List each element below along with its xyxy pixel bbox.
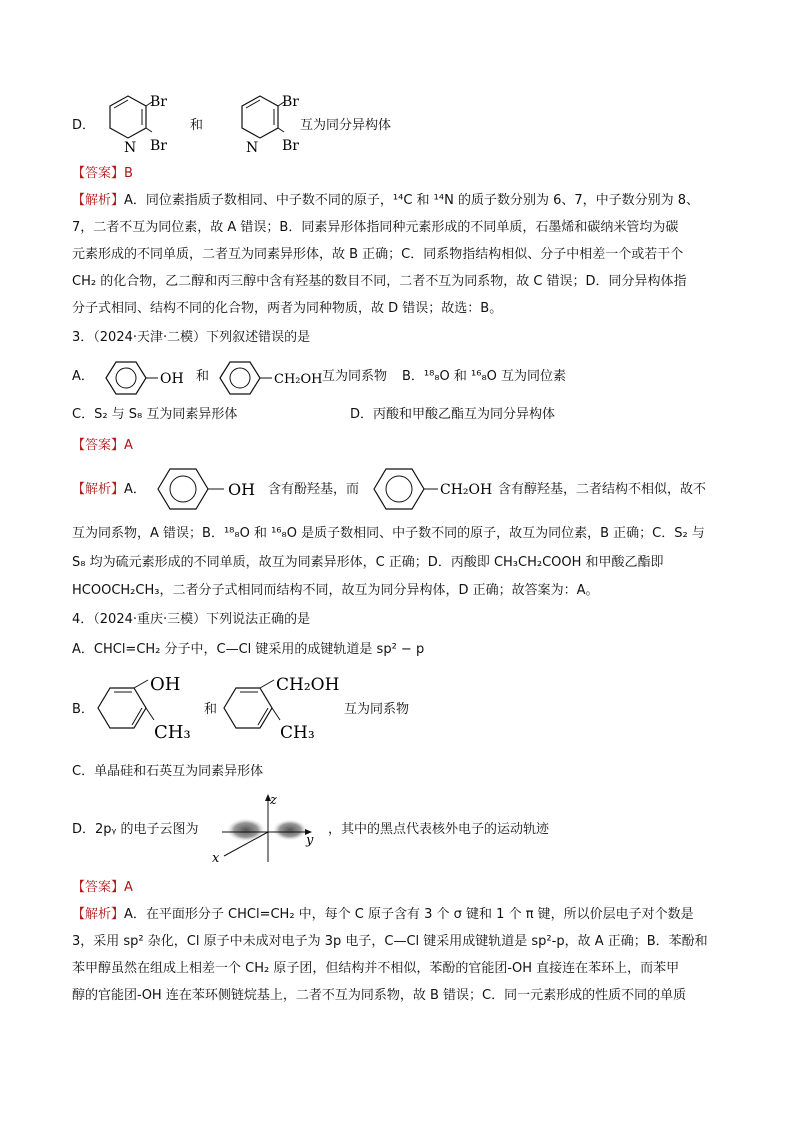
svg-text:y: y (306, 833, 314, 848)
svg-text:x: x (212, 851, 220, 864)
phenol-structure-exp (150, 463, 260, 515)
br-label: Br (150, 94, 167, 110)
q2-exp-line1: 【解析】A．同位素指质子数相同、中子数不同的原子，¹⁴C 和 ¹⁴N 的质子数分别为 6、7，中子数分别为 8、 (72, 193, 700, 208)
q2-option-d-prefix: D． (72, 118, 96, 133)
q2-exp-line3: 元素形成的不同单质，二者互为同素异形体，故 B 正确；C．同系物指结构相似、分子中相差一个或若干个 (72, 247, 684, 262)
q3-option-c: C．S₂ 与 S₈ 互为同素异形体 (72, 407, 238, 422)
n-label: N (246, 140, 259, 156)
q4-answer: 【答案】A (72, 880, 133, 895)
q2-and: 和 (190, 118, 204, 133)
q3-exp-line3: S₈ 均为硫元素形成的不同单质，故互为同素异形体，C 正确；D．丙酸即 CH₃CH₂COOH 和甲酸乙酯即 (72, 555, 664, 570)
q4-exp-line4: 醇的官能团-OH 连在苯环侧链烷基上，二者不互为同系物，故 B 错误；C．同一元素形成的性质不同的单质 (72, 988, 687, 1003)
benzyl-alcohol-structure-exp (366, 463, 496, 515)
q3-exp-line2: 互为同系物，A 错误；B．¹⁸₈O 和 ¹⁶₈O 是质子数相同、中子数不同的原子，故互为同位素，B 正确；C．S₂ 与 (72, 526, 705, 541)
br-label: Br (282, 138, 299, 154)
q4-exp-line1: 【解析】A．在平面形分子 CHCl=CH₂ 中，每个 C 原子含有 3 个 σ 键和 1 个 π 键，所以价层电子对个数是 (72, 907, 694, 922)
q2-exp-line5: 分子式相同、结构不同的化合物，两者为同种物质，故 D 错误；故选：B。 (72, 301, 503, 316)
q4-stem: 4．（2024·重庆·三模）下列说法正确的是 (72, 612, 311, 627)
br-label: Br (150, 138, 167, 154)
q3-exp-after: 含有醇羟基，二者结构不相似，故不 (498, 482, 707, 497)
q3-exp-line4: HCOOCH₂CH₃，二者分子式相同而结构不同，故互为同分异构体，D 正确；故答案为：A。 (72, 583, 599, 598)
q3-exp-prefix: 【解析】A． (72, 482, 146, 497)
q2-answer: 【答案】B (72, 166, 133, 181)
q2-optd-structure-1 (92, 92, 172, 156)
svg-text:CH₃: CH₃ (280, 723, 315, 743)
q3-exp-mid: 含有酚羟基，而 (268, 482, 360, 497)
n-label: N (124, 140, 137, 156)
q4-and: 和 (204, 702, 218, 717)
q4-option-d-prefix: D．2pᵧ 的电子云图为 (72, 822, 199, 837)
q3-option-d: D．丙酸和甲酸乙酯互为同分异构体 (350, 407, 556, 422)
q4-exp-line3: 苯甲醇虽然在组成上相差一个 CH₂ 原子团，但结构并不相似，苯酚的官能团-OH 直接连在苯环上，而苯甲 (72, 961, 680, 976)
svg-text:CH₂OH: CH₂OH (440, 482, 493, 498)
q3-option-b: B．¹⁸₈O 和 ¹⁶₈O 互为同位素 (402, 369, 567, 384)
svg-text:CH₃: CH₃ (154, 722, 191, 743)
svg-text:CH₂OH: CH₂OH (274, 372, 323, 387)
svg-text:OH: OH (150, 674, 181, 695)
q2-exp-line4: CH₂ 的化合物，乙二醇和丙三醇中含有羟基的数目不同，二者不互为同系物，故 C 错误；D．同分异构体指 (72, 274, 687, 289)
phenol-structure (100, 358, 190, 398)
q4-option-c: C．单晶硅和石英互为同素异形体 (72, 764, 264, 779)
q4-optd-suffix: ，其中的黑点代表核外电子的运动轨迹 (328, 822, 550, 837)
br-label: Br (282, 94, 299, 110)
q4-optb-suffix: 互为同系物 (344, 702, 410, 717)
benzyl-alcohol-structure (214, 358, 324, 398)
svg-text:OH: OH (228, 480, 256, 499)
q2-exp-line2: 7，二者不互为同位素，故 A 错误；B．同素异形体指同种元素形成的不同单质，石墨烯和碳纳米管均为碳 (72, 220, 679, 235)
q2-optd-suffix: 互为同分异构体 (300, 118, 392, 133)
methylbenzyl-alcohol-structure (218, 670, 348, 748)
q3-option-a-prefix: A． (72, 369, 94, 384)
q3-answer: 【答案】A (72, 438, 133, 453)
q3-stem: 3．（2024·天津·二模）下列叙述错误的是 (72, 330, 311, 345)
q3-opta-suffix: 互为同系物 (322, 369, 388, 384)
q2-optd-structure-2 (224, 92, 304, 156)
q4-option-b-prefix: B． (72, 702, 94, 717)
svg-text:CH₂OH: CH₂OH (276, 675, 340, 695)
svg-text:OH: OH (160, 371, 184, 387)
electron-cloud-diagram (212, 792, 322, 864)
q4-option-a: A．CHCl=CH₂ 分子中，C—Cl 键采用的成键轨道是 sp² − p (72, 642, 425, 657)
svg-text:z: z (270, 793, 277, 808)
q3-and: 和 (196, 369, 210, 384)
q4-exp-line2: 3，采用 sp² 杂化，Cl 原子中未成对电子为 3p 电子，C—Cl 键采用成键轨道是 sp²-p，故 A 正确；B．苯酚和 (72, 934, 708, 949)
o-cresol-structure (92, 670, 202, 748)
